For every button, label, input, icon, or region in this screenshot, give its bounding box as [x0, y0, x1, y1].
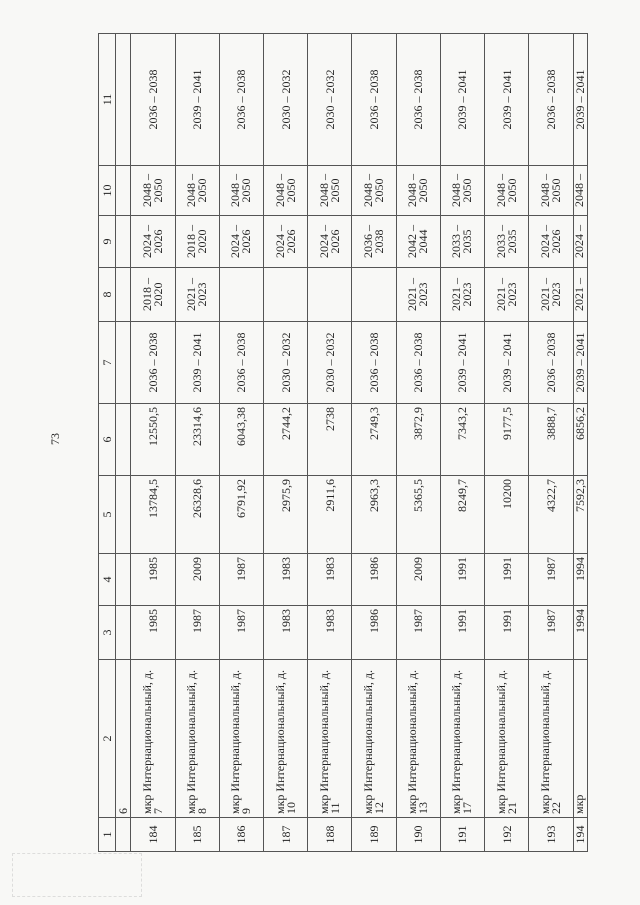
- column-header: 4: [99, 554, 116, 606]
- period-cell: 2024 – 2026: [131, 216, 175, 268]
- address-cell: мкр Интернациональный, д. 17: [440, 660, 484, 818]
- period-cell: 2039 – 2041: [440, 322, 484, 404]
- column-header: 6: [99, 404, 116, 476]
- address-cell: мкр Интернациональный, д. 22: [529, 660, 573, 818]
- row-number: 187: [264, 818, 308, 852]
- period-cell: 2048 – 2050: [131, 166, 175, 216]
- row-number: 188: [308, 818, 352, 852]
- row-number: 186: [219, 818, 263, 852]
- period-cell: 2039 – 2041: [573, 322, 588, 404]
- subheader-row: [116, 34, 131, 852]
- year-cell: 1994: [573, 554, 588, 606]
- period-cell: 2030 – 2032: [308, 34, 352, 166]
- period-cell: 2036 – 2038: [131, 34, 175, 166]
- period-cell: 2018 – 2020: [175, 216, 219, 268]
- area-living-cell: 9177,5: [485, 404, 529, 476]
- year-built-cell: 1987: [529, 606, 573, 660]
- year-cell: 1983: [308, 554, 352, 606]
- year-built-cell: 1991: [485, 606, 529, 660]
- table-row: [573, 34, 588, 852]
- period-cell: 2033 – 2035: [485, 216, 529, 268]
- area-living-cell: 2749,3: [352, 404, 396, 476]
- period-cell: 2048 – 2050: [264, 166, 308, 216]
- row-number: 189: [352, 818, 396, 852]
- column-header: 2: [99, 660, 116, 818]
- period-cell: 2024 – 2026: [264, 216, 308, 268]
- column-header: 10: [99, 166, 116, 216]
- period-cell: 2030 – 2032: [308, 322, 352, 404]
- year-built-cell: 1983: [308, 606, 352, 660]
- address-cell: мкр Интернациональный, д. 7: [131, 660, 175, 818]
- address-cell: мкр Интернациональный, д. 12: [352, 660, 396, 818]
- area-living-cell: 6856,2: [573, 404, 588, 476]
- period-cell: [264, 268, 308, 322]
- year-cell: 1991: [440, 554, 484, 606]
- table-row: [219, 34, 263, 852]
- period-cell: 2018 – 2020: [131, 268, 175, 322]
- year-built-cell: 1991: [440, 606, 484, 660]
- period-cell: 2021 – 2023: [440, 268, 484, 322]
- row-number: 190: [396, 818, 440, 852]
- row-number: 191: [440, 818, 484, 852]
- housing-repair-table: [98, 33, 588, 852]
- period-cell: 2048 – 2050: [175, 166, 219, 216]
- table-cell: [116, 606, 131, 660]
- period-cell: 2036 – 2038: [131, 322, 175, 404]
- table-cell: [116, 554, 131, 606]
- page-number: 73: [48, 433, 62, 445]
- table-cell: [116, 322, 131, 404]
- area-total-cell: 7592,3: [573, 476, 588, 554]
- scan-artifact: [12, 853, 142, 897]
- area-living-cell: 23314,6: [175, 404, 219, 476]
- area-living-cell: 2744,2: [264, 404, 308, 476]
- period-cell: 2048 – 2050: [396, 166, 440, 216]
- period-cell: 2039 – 2041: [485, 322, 529, 404]
- table-cell: [116, 818, 131, 852]
- year-built-cell: 1983: [264, 606, 308, 660]
- period-cell: 2048 – 2050: [529, 166, 573, 216]
- year-cell: 1991: [485, 554, 529, 606]
- area-total-cell: 8249,7: [440, 476, 484, 554]
- period-cell: 2036 – 2038: [352, 34, 396, 166]
- column-header: 9: [99, 216, 116, 268]
- year-built-cell: 1987: [175, 606, 219, 660]
- period-cell: 2039 – 2041: [485, 34, 529, 166]
- area-total-cell: 2975,9: [264, 476, 308, 554]
- period-cell: 2036 – 2038: [352, 216, 396, 268]
- period-cell: 2039 – 2041: [573, 34, 588, 166]
- column-header: 5: [99, 476, 116, 554]
- year-built-cell: 1986: [352, 606, 396, 660]
- area-total-cell: 6791,92: [219, 476, 263, 554]
- period-cell: 2048 – 2050: [352, 166, 396, 216]
- period-cell: [308, 268, 352, 322]
- period-cell: 2021 – 2023: [175, 268, 219, 322]
- column-header: 3: [99, 606, 116, 660]
- period-cell: 2024 –: [573, 216, 588, 268]
- header-row: [99, 34, 116, 852]
- area-living-cell: 12550,5: [131, 404, 175, 476]
- period-cell: 2036 – 2038: [219, 322, 263, 404]
- table-cell: [116, 268, 131, 322]
- period-cell: 2036 – 2038: [529, 322, 573, 404]
- year-cell: 1987: [529, 554, 573, 606]
- year-cell: 1986: [352, 554, 396, 606]
- year-built-cell: 1994: [573, 606, 588, 660]
- period-cell: 2024 – 2026: [529, 216, 573, 268]
- period-cell: 2024 – 2026: [219, 216, 263, 268]
- year-cell: 1983: [264, 554, 308, 606]
- area-living-cell: 3888,7: [529, 404, 573, 476]
- area-total-cell: 10200: [485, 476, 529, 554]
- address-cell: мкр Интернациональный, д. 11: [308, 660, 352, 818]
- row-number: 184: [131, 818, 175, 852]
- area-total-cell: 2911,6: [308, 476, 352, 554]
- table-row: [264, 34, 308, 852]
- period-cell: 2048 –: [573, 166, 588, 216]
- area-total-cell: 2963,3: [352, 476, 396, 554]
- area-total-cell: 13784,5: [131, 476, 175, 554]
- table-row: [308, 34, 352, 852]
- year-cell: 2009: [175, 554, 219, 606]
- column-header: 7: [99, 322, 116, 404]
- period-cell: [219, 268, 263, 322]
- period-cell: 2033 – 2035: [440, 216, 484, 268]
- address-cell: мкр Интернациональный, д. 9: [219, 660, 263, 818]
- table-cell: [116, 166, 131, 216]
- period-cell: [352, 268, 396, 322]
- period-cell: 2039 – 2041: [175, 322, 219, 404]
- year-built-cell: 1987: [219, 606, 263, 660]
- area-total-cell: 5365,5: [396, 476, 440, 554]
- period-cell: 2048 – 2050: [485, 166, 529, 216]
- area-total-cell: 4322,7: [529, 476, 573, 554]
- table-row: [175, 34, 219, 852]
- address-cell: мкр Интернациональный, д. 10: [264, 660, 308, 818]
- period-cell: 2030 – 2032: [264, 34, 308, 166]
- table-container: [98, 34, 588, 852]
- period-cell: 2042 – 2044: [396, 216, 440, 268]
- area-living-cell: 7343,2: [440, 404, 484, 476]
- table-cell: [116, 476, 131, 554]
- period-cell: 2021 – 2023: [529, 268, 573, 322]
- table-row: [352, 34, 396, 852]
- column-header: 1: [99, 818, 116, 852]
- period-cell: 2048 – 2050: [308, 166, 352, 216]
- period-cell: 2036 – 2038: [219, 34, 263, 166]
- row-number: 194: [573, 818, 588, 852]
- year-built-cell: 1985: [131, 606, 175, 660]
- table-cell: [116, 216, 131, 268]
- area-living-cell: 6043,38: [219, 404, 263, 476]
- address-cell: мкр Интернациональный, д. 13: [396, 660, 440, 818]
- address-cell: мкр Интернациональный, д. 21: [485, 660, 529, 818]
- period-cell: 2039 – 2041: [175, 34, 219, 166]
- area-total-cell: 26328,6: [175, 476, 219, 554]
- address-cell: мкр: [573, 660, 588, 818]
- period-cell: 2036 – 2038: [396, 322, 440, 404]
- address-cell: мкр Интернациональный, д. 8: [175, 660, 219, 818]
- table-row: [529, 34, 573, 852]
- area-living-cell: 2738: [308, 404, 352, 476]
- period-cell: 2021 –: [573, 268, 588, 322]
- period-cell: 2036 – 2038: [396, 34, 440, 166]
- area-living-cell: 3872,9: [396, 404, 440, 476]
- year-built-cell: 1987: [396, 606, 440, 660]
- period-cell: 2048 – 2050: [219, 166, 263, 216]
- row-number: 185: [175, 818, 219, 852]
- period-cell: 2039 – 2041: [440, 34, 484, 166]
- table-cell: [116, 34, 131, 166]
- row-number: 192: [485, 818, 529, 852]
- table-row: [485, 34, 529, 852]
- table-row: [440, 34, 484, 852]
- table-cell: [116, 404, 131, 476]
- column-header: 11: [99, 34, 116, 166]
- period-cell: 2036 – 2038: [529, 34, 573, 166]
- period-cell: 2024 – 2026: [308, 216, 352, 268]
- table-row: [131, 34, 175, 852]
- period-cell: 2030 – 2032: [264, 322, 308, 404]
- year-cell: 1987: [219, 554, 263, 606]
- period-cell: 2036 – 2038: [352, 322, 396, 404]
- year-cell: 1985: [131, 554, 175, 606]
- period-cell: 2021 – 2023: [485, 268, 529, 322]
- table-row: [396, 34, 440, 852]
- period-cell: 2021 – 2023: [396, 268, 440, 322]
- year-cell: 2009: [396, 554, 440, 606]
- period-cell: 2048 – 2050: [440, 166, 484, 216]
- row-number: 193: [529, 818, 573, 852]
- row-6-label: 6: [116, 660, 131, 818]
- column-header: 8: [99, 268, 116, 322]
